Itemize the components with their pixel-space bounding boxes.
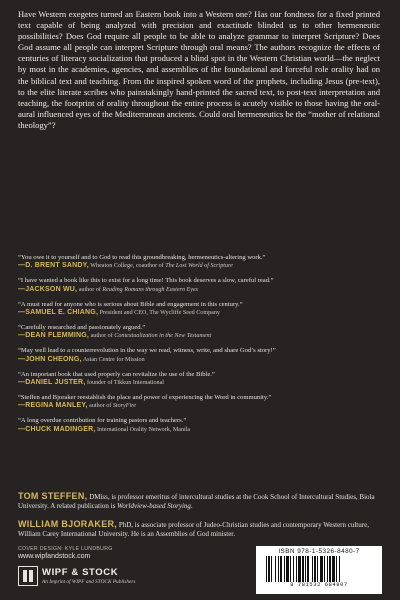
author-bio-steffen: TOM STEFFEN, DMiss, is professor emeritus of intercultural studies at the Cook School of Intercultural Studies, Biola University. A related publication is Worldview-based Storying.	[18, 491, 375, 511]
endorser-affiliation: author of Reading Romans through Eastern Eyes	[78, 286, 198, 293]
barcode-bar	[271, 556, 272, 582]
barcode-bar	[320, 556, 323, 582]
barcode-bar	[332, 556, 335, 582]
endorser-name: —SAMUEL E. CHIANG,	[18, 309, 99, 317]
barcode-bar	[296, 556, 297, 582]
endorser-name: —JOHN CHEONG,	[18, 355, 82, 363]
barcode-bar	[317, 556, 318, 582]
barcode-bar	[307, 556, 309, 582]
publisher-name: WIPF & STOCK	[42, 567, 119, 578]
endorsements	[18, 254, 380, 441]
barcode-bar	[302, 556, 304, 582]
endorsement-quote: “May well lead to a counterrevolution in the way we read, witness, write, and share God’s story!”	[18, 347, 276, 355]
endorsement	[18, 301, 380, 318]
endorser-name: —REGINA MANLEY,	[18, 402, 88, 410]
barcode-bar	[284, 556, 285, 582]
barcode-bar	[268, 556, 270, 582]
endorser-affiliation: author of StoryFire	[89, 403, 137, 410]
author-name: TOM STEFFEN,	[18, 491, 88, 501]
endorsement-quote: “An important book that used properly can revitalize the use of the Bible.”	[18, 370, 215, 378]
endorsement	[18, 277, 380, 294]
barcode-bar	[314, 556, 316, 582]
barcode-bar	[266, 556, 267, 582]
endorsement	[18, 394, 380, 411]
endorsement-quote: “Carefully researched and passionately argued.”	[18, 323, 146, 331]
endorser-name: —JACKSON WU,	[18, 285, 78, 293]
barcode-bar	[312, 556, 313, 582]
endorsement-quote: “A must read for anyone who is serious about Bible and engagement in this century.”	[18, 300, 243, 308]
isbn-barcode	[256, 546, 382, 594]
wipf-stock-logo-icon	[18, 566, 38, 586]
endorser-name: —D. BRENT SANDY,	[18, 262, 89, 270]
endorsement	[18, 324, 380, 341]
barcode-bar	[324, 556, 325, 582]
barcode-bar	[275, 556, 276, 582]
endorser-affiliation: author of Contextualization in the New Testament	[90, 333, 212, 340]
barcode-bar	[305, 556, 306, 582]
author-name: WILLIAM BJORAKER,	[18, 519, 118, 529]
barcode-bar	[278, 556, 279, 582]
back-cover-description: Have Western exegetes turned an Eastern book into a Western one? Has our fondness for a fixed printed text capable of being analyzed with precision and exactitude blinded us to other hermeneutic possibilities? Does God require all people to be able to analyze grammar to interpret Scripture? Does God assume all people can interpret Scripture through oral means? The authors recognize the effects of centuries of literacy socialization that produced a blind spot in the Western Christian world—the neglect by most in the academies, agencies, and assemblies of the foundational and forceful role orality had on the biblical text and teaching. From the inspired spoken word of the prophets, including Jesus (pre-text), to the elite literate scribes who painstakingly hand-printed the sacred text, to post-text interpretation and teaching, the footprint of orality throughout the entire process is acutely visible to those having the oral-aural influenced eyes of the Mediterranean ancients. Could oral hermeneutics be the “mother of relational theology”?	[18, 9, 380, 130]
cover-design-credit: COVER DESIGN: KYLE LUNDBURG	[18, 546, 113, 552]
publisher-tagline: An Imprint of WIPF and STOCK Publishers	[42, 579, 136, 585]
endorsement	[18, 371, 380, 388]
endorser-name: —CHUCK MADINGER,	[18, 425, 96, 433]
endorsement	[18, 254, 380, 271]
endorser-affiliation: Wheaton College, coauthor of The Lost World of Scripture	[90, 263, 233, 270]
author-bio-bjoraker: WILLIAM BJORAKER, PhD, is associate professor of Judeo-Christian studies and contemporary Western culture, William Carey International University. He is an Assemblies of God minister.	[18, 519, 369, 539]
isbn-number: ISBN 978-1-5326-8480-7	[278, 548, 360, 555]
endorsement-quote: “A long overdue contribution for training pastors and teachers.”	[18, 417, 187, 425]
endorsement-quote: “Steffen and Bjoraker reestablish the place and power of experiencing the Word in community.”	[18, 393, 272, 401]
publisher-logo	[18, 566, 178, 590]
barcode-bar	[327, 556, 328, 582]
endorser-affiliation: International Orality Network, Manila	[97, 426, 191, 433]
endorser-affiliation: founder of Tikkun International	[86, 379, 164, 386]
endorser-affiliation: President and CEO, The Wycliffe Seed Company	[99, 310, 220, 317]
barcode-bar	[290, 556, 291, 582]
barcode-bar	[339, 556, 340, 582]
barcode-bar	[293, 556, 294, 582]
endorser-affiliation: Asian Centre for Mission	[82, 356, 145, 363]
barcode-bar	[336, 556, 337, 582]
publisher-website: www.wipfandstock.com	[18, 553, 91, 560]
barcode-bar	[329, 556, 331, 582]
barcode-bar	[286, 556, 289, 582]
barcode-icon	[264, 556, 374, 582]
endorsement	[18, 417, 380, 434]
endorsement	[18, 347, 380, 364]
barcode-bar	[280, 556, 282, 582]
barcode-digits: 9 781532 684807	[290, 582, 348, 588]
endorser-name: —DEAN FLEMMING,	[18, 332, 90, 340]
barcode-bar	[298, 556, 301, 582]
endorser-name: —DANIEL JUSTER,	[18, 378, 86, 386]
endorsement-quote: “You owe it to yourself and to God to read this groundbreaking, hermeneutics-altering work.”	[18, 254, 266, 261]
endorsement-quote: “I have wanted a book like this to exist for a long time! This book deserves a slow, careful read.”	[18, 277, 274, 285]
